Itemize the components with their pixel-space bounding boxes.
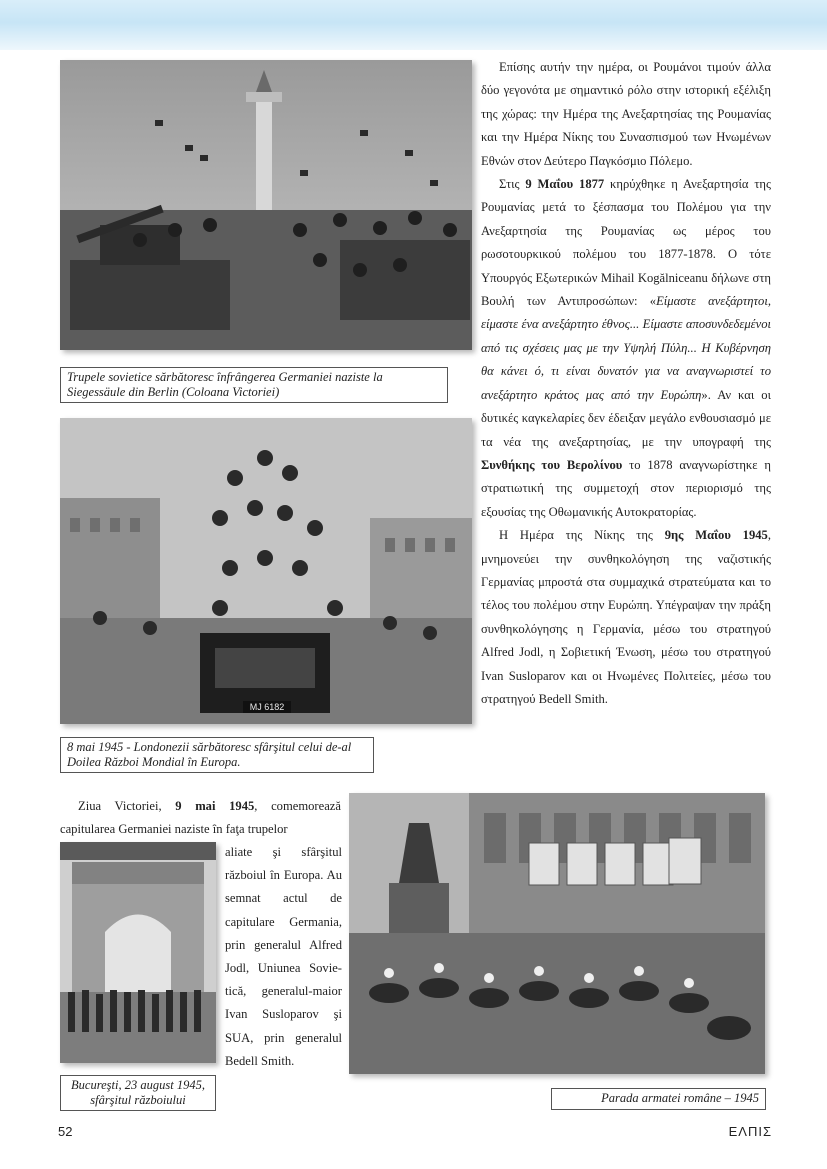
bucharest-arch-photo	[60, 842, 216, 1063]
romanian-intro-text: Ziua Victoriei, 9 mai 1945, comemorează capitularea Germaniei naziste în faţa trupelor	[60, 799, 341, 837]
greek-paragraph-1: Επίσης αυτήν την ημέρα, οι Ρουμάνοι τιμούν άλλα δύο γεγονότα με σημαντικό ρόλο στην ιστορική εξέλιξη της χώρας: την Ημέρα της Ανεξαρτησίας της Ρουμανίας και την Ημέρα Νίκης του Συνασπισμού των Ηνωμένων Εθνών στον Δεύτερο Παγκόσμιο Πόλεμο.	[481, 60, 771, 168]
london-celebration-photo	[60, 418, 472, 724]
london-photo-caption: 8 mai 1945 - Londonezii sărbătoresc sfârşitul celui de-al Doilea Război Mondial în Europa.	[60, 737, 374, 773]
car-license-plate: MJ 6182	[249, 702, 285, 712]
romanian-side-text: aliate şi sfârşitul războiul în Europa. Au semnat actul de capitulare Germania, prin generalul Alfred Jodl, Uniunea Sovie-tică, generalul-maior Ivan Susloparov şi SUA, prin generalul Bedell Smith.	[225, 845, 342, 1068]
page-header-band	[0, 0, 827, 50]
parade-photo	[349, 793, 765, 1074]
greek-article	[481, 56, 771, 711]
page-number: 52	[58, 1124, 73, 1139]
parade-photo-caption: Parada armatei române – 1945	[551, 1088, 766, 1110]
journal-name: ΕΛΠΙΣ	[728, 1124, 772, 1139]
berlin-photo-caption: Trupele sovietice sărbătoresc înfrângerea Germaniei naziste la Siegessäule din Berlin (Coloana Victoriei)	[60, 367, 448, 403]
greek-paragraph-2: Στις 9 Μαΐου 1877 κηρύχθηκε η Ανεξαρτησία της Ρουμανίας μετά το ξέσπασμα του Πολέμου για την Ανεξαρτησία της Ρουμανίας ως μέρος του ρωσοτουρκικού πολέμου του 1877-1878. Ο τότε Υπουργός Εξωτερικών Mihail Kogălniceanu δήλωνε στη Βουλή των Αντιπροσώπων: «Είμαστε ανεξάρτητοι, είμαστε ένα ανεξάρτητο έθνος... Είμαστε αποσυνδεδεμένοι από τις σχέσεις μας με την Υψηλή Πύλη... Η Κυβέρνηση θα κάνει ό, τι είναι δυνατόν για να αναγνωριστεί το ανεξάρτητο κράτος μας από την Ευρώπη». Αν και οι δυτικές καγκελαρίες δεν έδειξαν μεγάλο ενθουσιασμό με τα νέα της ανεξαρτησίας, με την υπογραφή της Συνθήκης του Βερολίνου το 1878 αναγνωρίστηκε η στρατιωτική της συμμετοχή στον περιορισμό της εξουσίας της Οθωμανικής Αυτοκρατορίας.	[481, 177, 772, 519]
bucharest-photo-caption: Bucureşti, 23 august 1945, sfârşitul războiului	[60, 1075, 216, 1111]
greek-paragraph-3: Η Ημέρα της Νίκης της 9ης Μαΐου 1945, μνημονεύει την συνθηκολόγηση της ναζιστικής Γερμανίας μπροστά στα συμμαχικά στρατεύματα και το τέλος του πολέμου στην Ευρώπη. Υπέγραψαν την πράξη συνθηκολόγησης η Γερμανία, μέσω του στρατηγού Alfred Jodl, η Σοβιετική Ένωση, μέσω του στρατηγού Ivan Susloparov και οι Ηνωμένες Πολιτείες, μέσω του στρατηγού Bedell Smith.	[481, 528, 772, 706]
berlin-victory-photo	[60, 60, 472, 350]
